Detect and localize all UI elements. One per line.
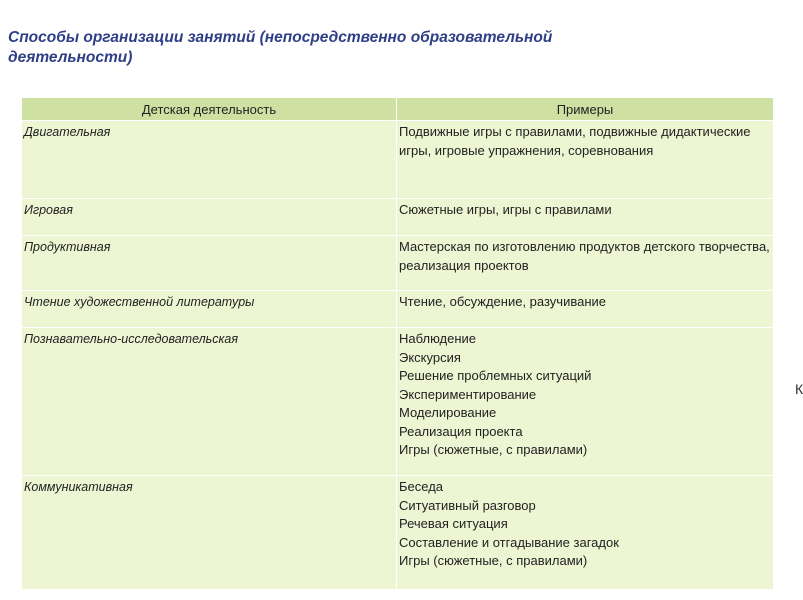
- edge-letter: К: [795, 381, 803, 397]
- example-line: Игры (сюжетные, с правилами): [399, 553, 588, 568]
- example-line: Ситуативный разговор: [399, 497, 536, 513]
- header-examples: Примеры: [397, 98, 774, 121]
- activity-cell: Игровая: [22, 199, 397, 236]
- activity-cell: Продуктивная: [22, 236, 397, 291]
- table-row: [22, 476, 774, 590]
- table-row: [22, 236, 774, 291]
- example-line: Игры (сюжетные, с правилами): [399, 442, 588, 457]
- examples-cell: [397, 328, 774, 476]
- activity-cell: Двигательная: [22, 121, 397, 199]
- examples-cell: Подвижные игры с правилами, подвижные дидактические игры, игровые упражнения, соревнования: [397, 121, 774, 199]
- example-line: Наблюдение: [399, 331, 477, 346]
- example-line: Моделирование: [399, 405, 497, 420]
- example-line: Составление и отгадывание загадок: [399, 534, 619, 550]
- examples-cell: Сюжетные игры, игры с правилами: [397, 199, 774, 236]
- table-row: [22, 328, 774, 476]
- activity-cell: Чтение художественной литературы: [22, 291, 397, 328]
- examples-cell: [397, 476, 774, 590]
- table-row: [22, 291, 774, 328]
- example-line: Речевая ситуация: [399, 516, 508, 531]
- examples-cell: Мастерская по изготовлению продуктов детского творчества, реализация проектов: [397, 236, 774, 291]
- page-title: Способы организации занятий (непосредственно образовательной деятельности): [8, 29, 553, 66]
- example-line: Реализация проекта: [399, 423, 523, 439]
- example-line: Экспериментирование: [399, 386, 537, 402]
- table-row: [22, 199, 774, 236]
- example-line: Экскурсия: [399, 349, 461, 365]
- activities-table: [21, 97, 774, 590]
- table-row: [22, 121, 774, 199]
- header-activity: Детская деятельность: [22, 98, 397, 121]
- activity-cell: Познавательно-исследовательская: [22, 328, 397, 476]
- table-header-row: [22, 98, 774, 121]
- example-line: Беседа: [399, 479, 444, 494]
- activity-cell: Коммуникативная: [22, 476, 397, 590]
- examples-cell: Чтение, обсуждение, разучивание: [397, 291, 774, 328]
- example-line: Решение проблемных ситуаций: [399, 368, 592, 383]
